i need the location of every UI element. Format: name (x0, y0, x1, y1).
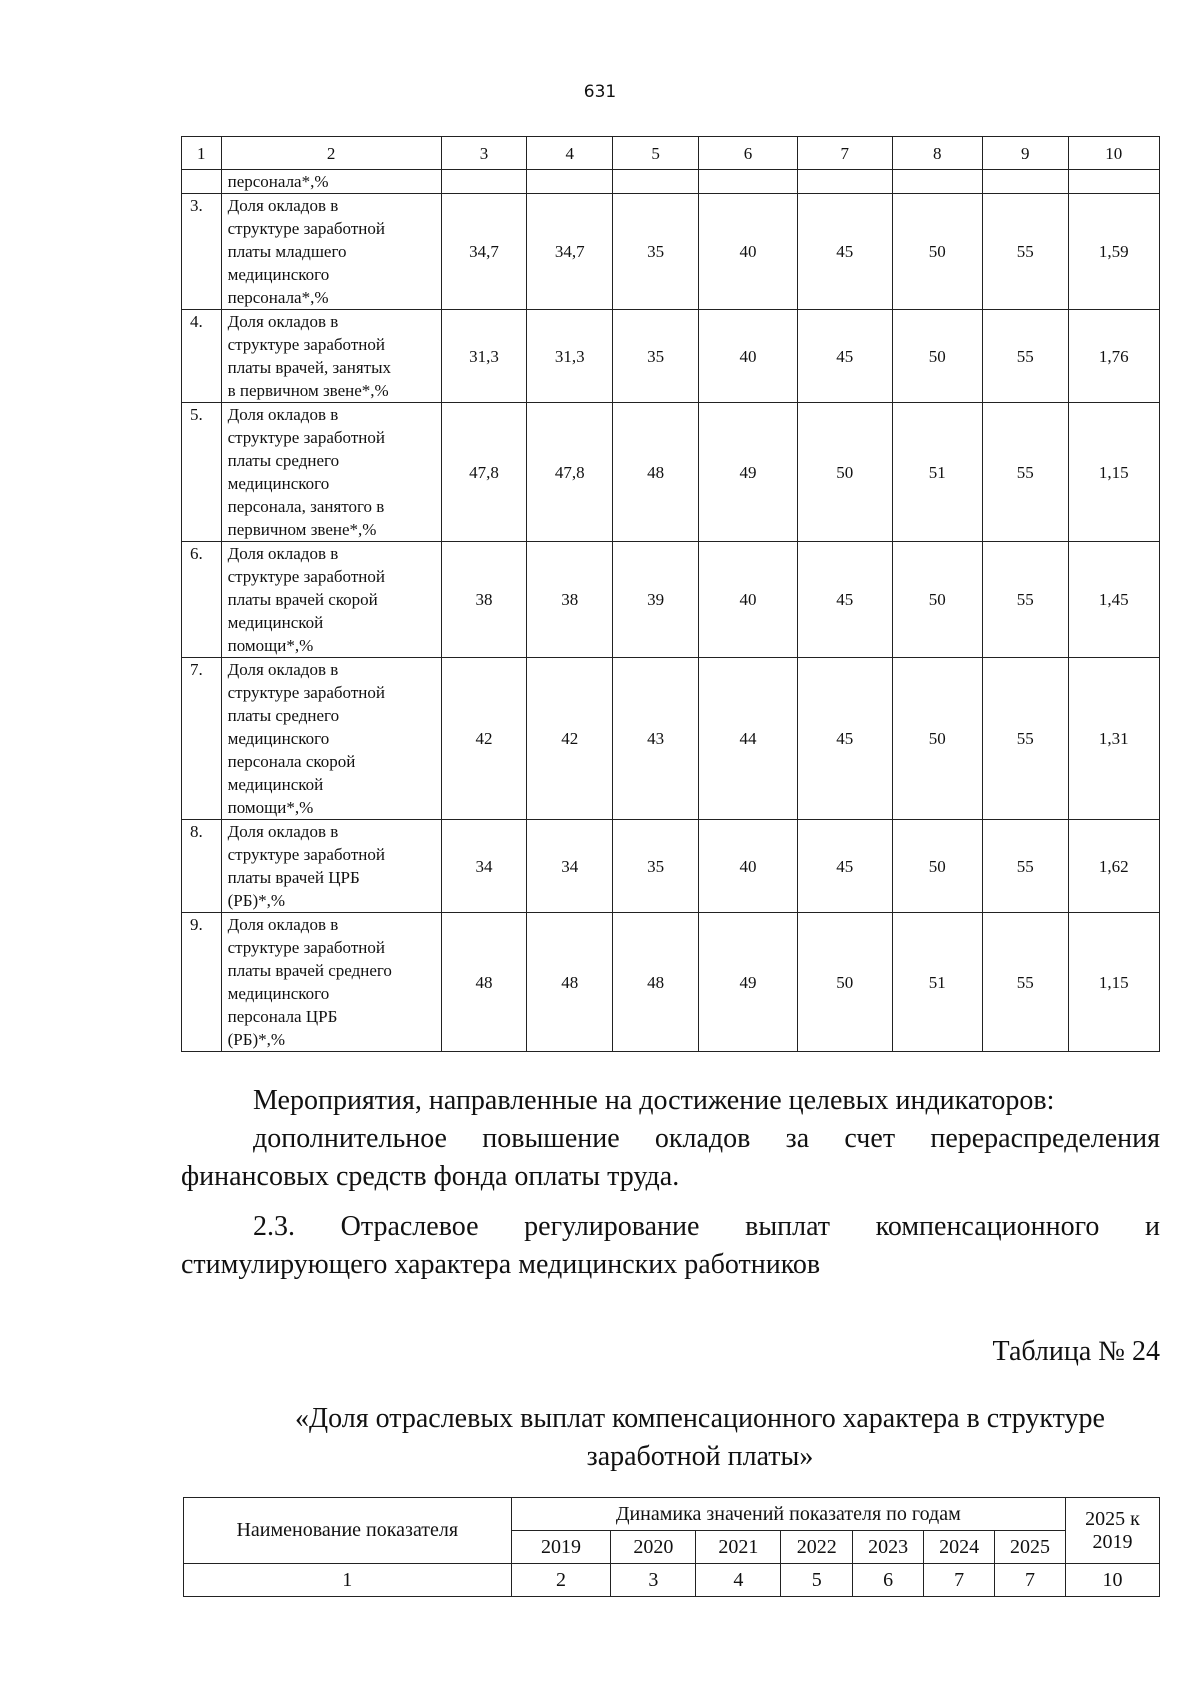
row-number: 9. (182, 913, 222, 1052)
table-cell (182, 170, 222, 194)
row-name-line: Доля окладов в (227, 915, 339, 934)
table-number-label: Таблица № 24 (992, 1336, 1160, 1367)
value-cell: 45 (798, 658, 893, 820)
column-number: 7 (995, 1564, 1066, 1597)
value-cell: 48 (527, 913, 613, 1052)
row-number: 7. (182, 658, 222, 820)
value-cell: 45 (798, 194, 893, 310)
value-cell: 42 (441, 658, 527, 820)
value-cell: 55 (982, 542, 1068, 658)
value-cell: 31,3 (527, 310, 613, 403)
value-cell: 35 (613, 820, 699, 913)
year-header: 2021 (696, 1531, 781, 1564)
row-name (221, 820, 441, 913)
row-number: 3. (182, 194, 222, 310)
page-number: 631 (583, 82, 617, 102)
column-number: 10 (1066, 1564, 1160, 1597)
column-header: 2 (221, 137, 441, 170)
table-row (182, 658, 1160, 820)
column-header: 8 (892, 137, 982, 170)
row-name-line: структуре заработной (227, 938, 385, 957)
row-name-line: структуре заработной (227, 428, 385, 447)
value-cell: 45 (798, 310, 893, 403)
row-name-line: платы врачей скорой (227, 590, 378, 609)
ratio-header: 2025 к 2019 (1066, 1498, 1160, 1564)
table-24 (183, 1497, 1160, 1597)
value-cell: 55 (982, 658, 1068, 820)
value-cell: 1,15 (1068, 913, 1159, 1052)
row-name-line: Доля окладов в (227, 196, 339, 215)
column-header: 10 (1068, 137, 1159, 170)
value-cell: 40 (699, 542, 798, 658)
value-cell: 51 (892, 403, 982, 542)
section-line: 2.3. Отраслевое регулирование выплат компенсационного и (253, 1211, 1160, 1242)
row-number: 4. (182, 310, 222, 403)
table-cell (699, 170, 798, 194)
value-cell: 40 (699, 820, 798, 913)
section-heading (181, 1208, 1160, 1284)
value-cell: 42 (527, 658, 613, 820)
row-name-line: Доля окладов в (227, 822, 339, 841)
value-cell: 34 (527, 820, 613, 913)
row-name-line: Доля окладов в (227, 405, 339, 424)
row-name-line: структуре заработной (227, 683, 385, 702)
value-cell: 1,45 (1068, 542, 1159, 658)
column-header: 9 (982, 137, 1068, 170)
value-cell: 48 (613, 403, 699, 542)
value-cell: 40 (699, 310, 798, 403)
table-cell (527, 170, 613, 194)
table-cell (613, 170, 699, 194)
column-header: 3 (441, 137, 527, 170)
table-title (250, 1400, 1150, 1476)
value-cell: 55 (982, 310, 1068, 403)
row-name-line: платы среднего (227, 706, 340, 725)
value-cell: 47,8 (527, 403, 613, 542)
table-cell (982, 170, 1068, 194)
value-cell: 50 (798, 403, 893, 542)
value-cell: 34,7 (441, 194, 527, 310)
value-cell: 45 (798, 542, 893, 658)
row-name (221, 310, 441, 403)
column-number: 4 (696, 1564, 781, 1597)
column-header: 5 (613, 137, 699, 170)
value-cell: 31,3 (441, 310, 527, 403)
table-row (182, 820, 1160, 913)
table-24-header-row (184, 1498, 1160, 1531)
value-cell: 1,15 (1068, 403, 1159, 542)
value-cell: 38 (527, 542, 613, 658)
row-name-line: структуре заработной (227, 567, 385, 586)
year-header: 2019 (511, 1531, 611, 1564)
table-cell (1068, 170, 1159, 194)
row-name-line: персонала скорой (227, 752, 356, 771)
column-number: 6 (853, 1564, 924, 1597)
row-name-line: платы врачей ЦРБ (227, 868, 360, 887)
value-cell: 55 (982, 820, 1068, 913)
column-header: 7 (798, 137, 893, 170)
indicators-table (181, 136, 1160, 1052)
value-cell: 38 (441, 542, 527, 658)
table-cell (798, 170, 893, 194)
row-name-line: медицинского (227, 729, 330, 748)
table-cell (892, 170, 982, 194)
row-name-line: структуре заработной (227, 845, 385, 864)
table-row (182, 542, 1160, 658)
row-name (221, 913, 441, 1052)
table-title-line: «Доля отраслевых выплат компенсационного характера в структуре (295, 1403, 1105, 1434)
column-number: 1 (184, 1564, 512, 1597)
dynamics-header: Динамика значений показателя по годам (511, 1498, 1065, 1531)
value-cell: 51 (892, 913, 982, 1052)
value-cell: 55 (982, 403, 1068, 542)
row-name-line: платы врачей среднего (227, 961, 392, 980)
row-name-line: Доля окладов в (227, 660, 339, 679)
row-name-line: помощи*,% (227, 636, 314, 655)
year-header: 2023 (853, 1531, 924, 1564)
value-cell: 45 (798, 820, 893, 913)
value-cell: 1,59 (1068, 194, 1159, 310)
value-cell: 43 (613, 658, 699, 820)
column-number: 3 (611, 1564, 696, 1597)
column-number: 5 (781, 1564, 853, 1597)
value-cell: 48 (613, 913, 699, 1052)
row-name (221, 403, 441, 542)
row-number: 5. (182, 403, 222, 542)
column-number: 2 (511, 1564, 611, 1597)
value-cell: 48 (441, 913, 527, 1052)
value-cell: 50 (892, 194, 982, 310)
table-row (182, 403, 1160, 542)
row-name-line: медицинского (227, 265, 330, 284)
table-row (182, 194, 1160, 310)
measures-line: финансовых средств фонда оплаты труда. (181, 1161, 680, 1192)
measures-line: Мероприятия, направленные на достижение целевых индикаторов: (253, 1085, 1055, 1116)
column-number: 7 (924, 1564, 995, 1597)
row-name-line: медицинского (227, 984, 330, 1003)
column-header: 1 (182, 137, 222, 170)
row-name-line: в первичном звене*,% (227, 381, 389, 400)
row-name-line: структуре заработной (227, 219, 385, 238)
value-cell: 35 (613, 194, 699, 310)
row-name-line: медицинского (227, 474, 330, 493)
value-cell: 1,62 (1068, 820, 1159, 913)
row-name-line: медицинской (227, 613, 324, 632)
row-name-line: персонала ЦРБ (227, 1007, 338, 1026)
table-row (182, 310, 1160, 403)
year-header: 2025 (995, 1531, 1066, 1564)
numbers-row (184, 1564, 1160, 1597)
column-header: 6 (699, 137, 798, 170)
header-row (182, 137, 1160, 170)
year-header: 2024 (924, 1531, 995, 1564)
row-name-line: (РБ)*,% (227, 1030, 286, 1049)
value-cell: 55 (982, 913, 1068, 1052)
measures-paragraph (181, 1082, 1160, 1196)
row-name-line: платы врачей, занятых (227, 358, 391, 377)
year-header: 2020 (611, 1531, 696, 1564)
value-cell: 39 (613, 542, 699, 658)
row-name (221, 658, 441, 820)
row-name-line: платы среднего (227, 451, 340, 470)
value-cell: 49 (699, 913, 798, 1052)
row-name-line: Доля окладов в (227, 312, 339, 331)
row-name-line: (РБ)*,% (227, 891, 286, 910)
value-cell: 50 (892, 658, 982, 820)
row-name (221, 542, 441, 658)
value-cell: 44 (699, 658, 798, 820)
row-name-line: медицинской (227, 775, 324, 794)
row-name (221, 194, 441, 310)
row-name-line: платы младшего (227, 242, 347, 261)
table-cell (441, 170, 527, 194)
value-cell: 49 (699, 403, 798, 542)
table-title-line: заработной платы» (586, 1441, 814, 1472)
row-name-line: персонала*,% (227, 288, 329, 307)
row-number: 8. (182, 820, 222, 913)
value-cell: 1,76 (1068, 310, 1159, 403)
value-cell: 47,8 (441, 403, 527, 542)
value-cell: 34 (441, 820, 527, 913)
measures-line: дополнительное повышение окладов за счет перераспределения (253, 1123, 1160, 1154)
table-row (182, 913, 1160, 1052)
name-header: Наименование показателя (184, 1498, 512, 1564)
row-name-line: персонала, занятого в (227, 497, 385, 516)
value-cell: 34,7 (527, 194, 613, 310)
year-header: 2022 (781, 1531, 853, 1564)
value-cell: 50 (892, 542, 982, 658)
table-row (182, 170, 1160, 194)
row-name: персонала*,% (221, 170, 441, 194)
row-name-line: помощи*,% (227, 798, 314, 817)
value-cell: 50 (798, 913, 893, 1052)
section-line: стимулирующего характера медицинских работников (181, 1249, 821, 1280)
row-number: 6. (182, 542, 222, 658)
column-header: 4 (527, 137, 613, 170)
row-name-line: Доля окладов в (227, 544, 339, 563)
value-cell: 35 (613, 310, 699, 403)
value-cell: 50 (892, 820, 982, 913)
value-cell: 55 (982, 194, 1068, 310)
value-cell: 40 (699, 194, 798, 310)
row-name-line: структуре заработной (227, 335, 385, 354)
row-name-line: первичном звене*,% (227, 520, 377, 539)
value-cell: 50 (892, 310, 982, 403)
value-cell: 1,31 (1068, 658, 1159, 820)
